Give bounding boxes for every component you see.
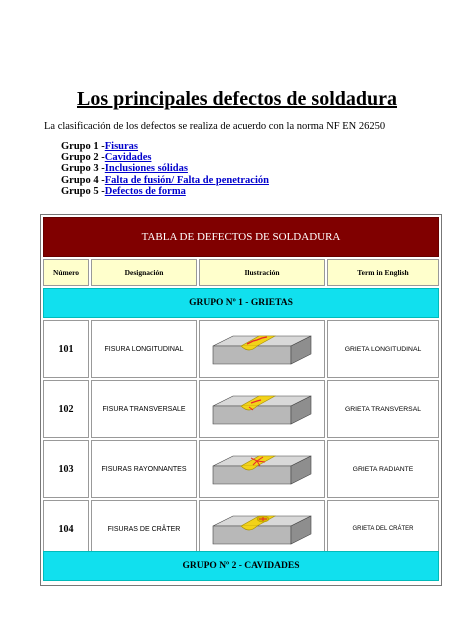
defect-designation: FISURA TRANSVERSALE <box>91 380 197 438</box>
intro-text: La clasificación de los defectos se realiza de acuerdo con la norma NF EN 26250 <box>44 121 386 132</box>
longitudinal-crack-illustration <box>199 320 325 378</box>
defect-number: 101 <box>43 320 89 378</box>
table-row <box>43 500 439 558</box>
page-title: Los principales defectos de soldadura <box>76 88 398 110</box>
link-inclusiones-solidas[interactable]: Inclusiones sólidas <box>104 163 188 175</box>
defect-designation: FISURAS RAYONNANTES <box>91 440 197 498</box>
defects-table <box>40 214 442 586</box>
table-title: TABLA DE DEFECTOS DE SOLDADURA <box>43 217 439 257</box>
header-designacion: Designación <box>91 259 197 286</box>
group-item-4: Grupo 4 -Falta de fusión/ Falta de penetración <box>61 174 269 186</box>
defect-english-term: GRIETA LONGITUDINAL <box>327 320 439 378</box>
link-fisuras[interactable]: Fisuras <box>104 141 139 152</box>
header-ilustracion: Ilustración <box>199 259 325 286</box>
link-falta-de-fusion[interactable]: Falta de fusión/ Falta de penetración <box>104 174 269 186</box>
group-item-1: Grupo 1 -Fisuras <box>61 141 139 152</box>
defect-english-term: GRIETA TRANSVERSAL <box>327 380 439 438</box>
group-item-3: Grupo 3 -Inclusiones sólidas <box>61 163 188 175</box>
table-row <box>43 320 439 378</box>
table-row <box>43 440 439 498</box>
defect-designation: FISURA LONGITUDINAL <box>91 320 197 378</box>
defect-number: 104 <box>43 500 89 558</box>
column-header-row <box>43 259 439 286</box>
crater-crack-illustration <box>199 500 325 558</box>
radiating-crack-illustration <box>199 440 325 498</box>
group-item-5: Grupo 5 -Defectos de forma <box>61 185 186 197</box>
defect-number: 102 <box>43 380 89 438</box>
defect-english-term: GRIETA DEL CRÁTER <box>327 500 439 558</box>
group-item-2: Grupo 2 -Cavidades <box>61 152 152 164</box>
defect-designation: FISURAS DE CRÂTER <box>91 500 197 558</box>
link-defectos-de-forma[interactable]: Defectos de forma <box>104 185 186 197</box>
header-english: Term in English <box>327 259 439 286</box>
group-1-row: GRUPO Nº 1 - GRIETAS <box>43 288 439 318</box>
link-cavidades[interactable]: Cavidades <box>104 152 152 164</box>
defect-english-term: GRIETA RADIANTE <box>327 440 439 498</box>
group-list <box>52 141 269 197</box>
header-numero: Número <box>43 259 89 286</box>
transverse-crack-illustration <box>199 380 325 438</box>
table-row <box>43 380 439 438</box>
defect-number: 103 <box>43 440 89 498</box>
group-2-row: GRUPO Nº 2 - CAVIDADES <box>43 551 439 581</box>
